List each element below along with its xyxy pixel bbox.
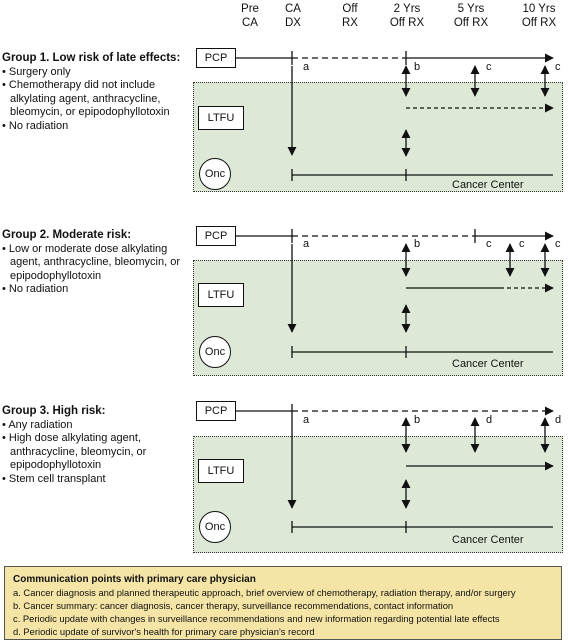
group-1-point-c: c: [555, 61, 561, 73]
group-2-onc-circle: Onc: [199, 336, 231, 368]
group-3-description: Group 3. High risk: • Any radiation • High dose alkylating agent, anthracycline, bleomycin, or epipodophyllotoxin • Stem cell transplant: [2, 405, 190, 486]
group-1-title: Group 1. Low risk of late effects:: [2, 52, 181, 64]
group-3-point-d: d: [486, 414, 493, 426]
group-3-bullet: High dose alkylating agent, anthracycline, bleomycin, or epipodophyllotoxin: [8, 432, 147, 471]
group-1-bullet: No radiation: [8, 119, 69, 132]
legend-item-d: d. Periodic update of survivor's health for primary care physician's record: [13, 626, 315, 637]
group-2-point-a: a: [303, 238, 310, 250]
group-2-cancer-center: Cancer Center: [452, 358, 524, 370]
group-3-point-a: a: [303, 414, 310, 426]
group-3-cancer-center: Cancer Center: [452, 534, 524, 546]
group-1-pcp-box: PCP: [196, 48, 236, 68]
group-3-onc-circle: Onc: [199, 511, 231, 543]
header-5-yrs: 5 Yrs Off RX: [453, 3, 489, 29]
group-3-pcp-box: PCP: [196, 401, 236, 421]
group-1-bullet: Surgery only: [8, 65, 71, 78]
group-1-description: Group 1. Low risk of late effects: • Surgery only • Chemotherapy did not include alkylating agent, anthracycline, bleomycin, or epipodophyllotoxin • No radiation: [2, 52, 190, 133]
group-3-point-d: d: [555, 414, 562, 426]
group-2-description: Group 2. Moderate risk: • Low or moderate dose alkylating agent, anthracycline, bleomycin, or epipodophyllotoxin • No radiation: [2, 229, 190, 297]
group-2-point-c: c: [519, 238, 525, 250]
group-1-ltfu-box: LTFU: [198, 106, 244, 130]
group-2-bullet: Low or moderate dose alkylating agent, anthracycline, bleomycin, or epipodophyllotoxin: [8, 242, 180, 282]
group-1-point-c: c: [486, 61, 492, 73]
header-10-yrs: 10 Yrs Off RX: [521, 3, 557, 29]
group-3-title: Group 3. High risk:: [2, 405, 106, 417]
group-2-title: Group 2. Moderate risk:: [2, 229, 132, 241]
group-2-point-c: c: [486, 238, 492, 250]
legend-item-c: c. Periodic update with changes in surveillance recommendations and new information regarding potential late effects: [13, 613, 500, 624]
legend-item-a: a. Cancer diagnosis and planned therapeutic approach, brief overview of chemotherapy, radiation therapy, and/or surgery: [13, 587, 516, 598]
group-2-ltfu-box: LTFU: [198, 283, 244, 307]
group-1-bullet: Chemotherapy did not include alkylating agent, anthracycline, bleomycin, or epipodophyllotoxin: [8, 79, 170, 118]
group-3-bullet: Stem cell transplant: [8, 472, 106, 485]
header-ca-dx: CA DX: [285, 3, 301, 29]
header-2-yrs: 2 Yrs Off RX: [389, 3, 425, 29]
header-off-rx: Off RX: [342, 3, 358, 29]
group-1-point-a: a: [303, 61, 310, 73]
legend-item-b: b. Cancer summary: cancer diagnosis, cancer therapy, surveillance recommendations, contact information: [13, 600, 454, 611]
group-2-pcp-box: PCP: [196, 226, 236, 246]
group-3-ltfu-box: LTFU: [198, 459, 244, 483]
group-1-onc-circle: Onc: [199, 158, 231, 190]
group-2-bullet: No radiation: [8, 283, 69, 295]
communication-points-legend: [4, 566, 562, 640]
group-2-point-c: c: [555, 238, 561, 250]
header-pre-ca: Pre CA: [241, 3, 259, 29]
group-3-bullet: Any radiation: [8, 418, 73, 431]
group-1-cancer-center: Cancer Center: [452, 179, 524, 191]
group-1-point-b: b: [414, 61, 421, 73]
group-3-point-b: b: [414, 414, 421, 426]
group-2-point-b: b: [414, 238, 421, 250]
legend-title: Communication points with primary care physician: [13, 574, 256, 585]
